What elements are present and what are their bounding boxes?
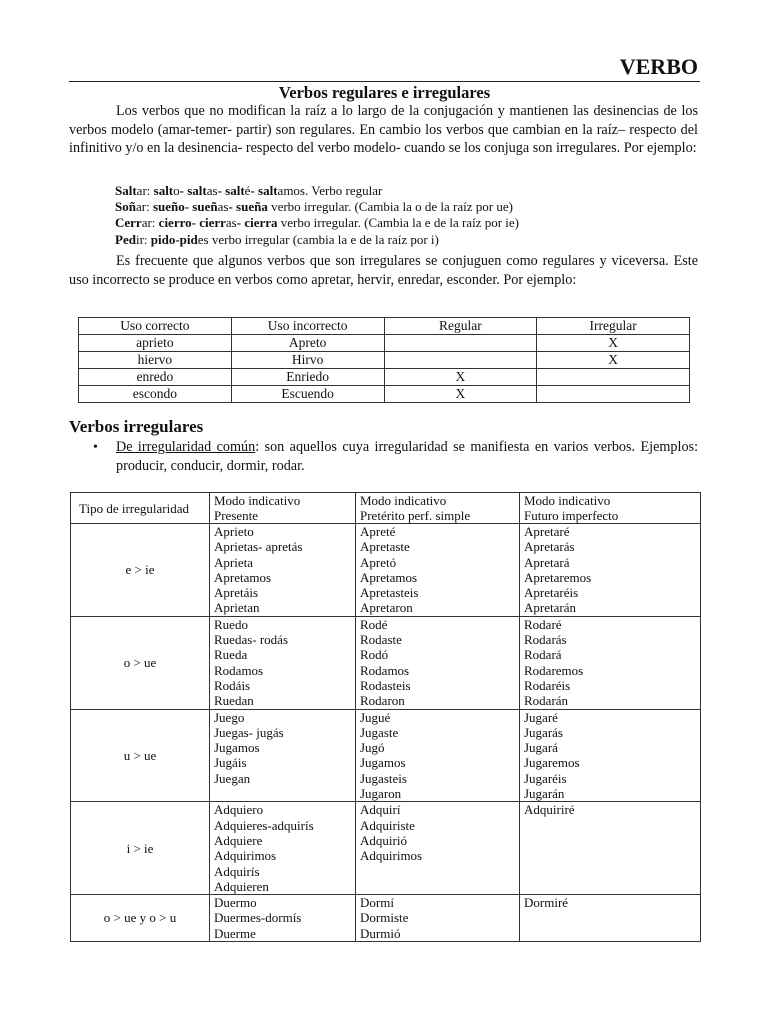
example-form-stem: - salt xyxy=(250,183,278,198)
example-verb-ending: ar: xyxy=(141,215,159,231)
conjugation-form: Apretarás xyxy=(524,539,575,555)
example-verb-ending: ar: xyxy=(136,183,154,198)
conjugation-presente xyxy=(210,709,356,802)
usage-cell: hiervo xyxy=(79,352,232,369)
conjugation-form: Aprieta xyxy=(214,554,253,570)
examples-list xyxy=(115,183,519,248)
usage-cell xyxy=(537,386,690,403)
usage-header-correct: Uso correcto xyxy=(79,318,232,335)
example-verb-stem: Cerr xyxy=(115,215,142,231)
irregularity-type: o > ue y o > u xyxy=(71,895,210,942)
conjugation-form: Rodamos xyxy=(214,662,264,678)
conjugation-futuro xyxy=(520,616,701,709)
conjugation-form: Durmió xyxy=(360,925,401,941)
conjugation-futuro xyxy=(520,709,701,802)
conjugation-form: Rodarán xyxy=(524,693,569,709)
conjugation-form: Jugué xyxy=(360,709,391,725)
example-form-stem: sueño- sueñ xyxy=(152,199,218,215)
usage-cell: Escuendo xyxy=(231,386,384,403)
conjugation-form: Apretaremos xyxy=(524,569,592,585)
conjugation-form: Apretamos xyxy=(214,569,272,585)
conjugation-form: Rodaréis xyxy=(524,677,571,693)
usage-row xyxy=(79,352,690,369)
example-form-stem: - salt xyxy=(217,183,245,198)
irregularity-type: o > ue xyxy=(71,616,210,709)
conjugation-form: Rodé xyxy=(360,616,388,632)
usage-cell xyxy=(384,335,537,352)
example-form-stem: - cierra xyxy=(236,215,278,231)
example-verb-ending: ar: xyxy=(135,199,153,215)
conjugation-form: Jugaron xyxy=(360,786,402,802)
conjugation-form: Jugaré xyxy=(524,709,558,725)
irregular-header-cell xyxy=(520,493,701,524)
usage-cell: escondo xyxy=(79,386,232,403)
conjugation-form: Rodaremos xyxy=(524,662,584,678)
example-line xyxy=(115,199,519,215)
conjugation-form: Jugaste xyxy=(360,724,399,740)
example-line xyxy=(115,215,519,231)
conjugation-form: Adquirimos xyxy=(360,848,423,864)
conjugation-form: Jugamos xyxy=(360,755,406,771)
usage-cell xyxy=(384,352,537,369)
conjugation-form: Ruedan xyxy=(214,693,254,709)
irregularity-type: u > ue xyxy=(71,709,210,802)
example-note: verbo irregular (cambia la e de la raíz por i) xyxy=(208,231,439,247)
conjugation-form: Aprietan xyxy=(214,600,260,616)
conjugation-form: Jugáis xyxy=(214,755,247,771)
irregular-header-line: Futuro imperfecto xyxy=(524,508,619,523)
usage-cell: X xyxy=(537,352,690,369)
conjugation-form: Jugará xyxy=(524,740,558,756)
example-verb-stem: Salt xyxy=(115,183,137,198)
bullet-label: De irregularidad común xyxy=(116,439,256,455)
irregular-header-line: Modo indicativo xyxy=(214,493,301,508)
conjugation-form: Adquieren xyxy=(214,878,269,894)
conjugation-form: Rueda xyxy=(214,647,248,663)
usage-row xyxy=(79,335,690,352)
irregular-header-cell xyxy=(210,493,356,524)
conjugation-form: Dormí xyxy=(360,895,394,911)
conjugation-form: Apretaron xyxy=(360,600,413,616)
irregularity-type: i > ie xyxy=(71,802,210,895)
conjugation-form: Juego xyxy=(214,709,245,725)
conjugation-preterito xyxy=(356,524,520,617)
conjugation-form: Adquirí xyxy=(360,802,401,818)
irregular-header-cell xyxy=(71,493,210,524)
conjugation-form: Rodaste xyxy=(360,632,402,648)
conjugation-form: Apretaste xyxy=(360,539,410,555)
usage-header-regular: Regular xyxy=(384,318,537,335)
conjugation-preterito xyxy=(356,616,520,709)
irregular-header-cell xyxy=(356,493,520,524)
conjugation-form: Aprietas- apretás xyxy=(214,539,303,555)
conjugation-form: Adquirís xyxy=(214,863,260,879)
example-form-stem: - salt xyxy=(179,183,207,198)
conjugation-form: Duerme xyxy=(214,925,256,941)
conjugation-form: Rodarás xyxy=(524,632,567,648)
conjugation-form: Rodaron xyxy=(360,693,405,709)
conjugation-form: Adquirió xyxy=(360,832,407,848)
conjugation-form: Adquirimos xyxy=(214,848,277,864)
example-note: verbo irregular. (Cambia la e de la raíz por ie) xyxy=(277,215,520,231)
example-form-stem: salt xyxy=(153,183,174,198)
example-note: . Verbo regular xyxy=(305,183,383,198)
irregular-row xyxy=(71,895,701,942)
conjugation-form: Rodó xyxy=(360,647,389,663)
example-form-ending: amos xyxy=(277,183,305,198)
usage-cell: enredo xyxy=(79,369,232,386)
example-verb-stem: Soñ xyxy=(115,199,136,215)
irregular-header-line: Tipo de irregularidad xyxy=(79,500,189,516)
conjugation-form: Apretasteis xyxy=(360,585,419,601)
conjugation-form: Adquieres-adquirís xyxy=(214,817,314,833)
conjugation-form: Jugó xyxy=(360,740,385,756)
usage-header-irregular: Irregular xyxy=(537,318,690,335)
bullet-body: : son aquellos cuya irregularidad se manifiesta en varios verbos. Ejemplos: producir, conducir, dormir, rodar. xyxy=(116,439,699,474)
second-paragraph: Es frecuente que algunos verbos que son irregulares se conjuguen como regulares y viceversa. Este uso incorrecto se produce en verbos como apretar, hervir, enredar, esconder. Por ejemplo: xyxy=(69,253,698,288)
conjugation-form: Rodamos xyxy=(360,662,410,678)
conjugation-form: Duermes-dormís xyxy=(214,910,302,926)
usage-header-incorrect: Uso incorrecto xyxy=(231,318,384,335)
irregular-row xyxy=(71,616,701,709)
usage-row xyxy=(79,386,690,403)
usage-table xyxy=(78,317,690,403)
conjugation-presente xyxy=(210,802,356,895)
conjugation-form: Apretáis xyxy=(214,585,259,601)
usage-cell: X xyxy=(384,386,537,403)
conjugation-form: Jugarás xyxy=(524,724,563,740)
example-form-stem: cierro- cierr xyxy=(158,215,226,231)
conjugation-form: Juegas- jugás xyxy=(214,724,284,740)
intro-paragraph: Los verbos que no modifican la raíz a lo largo de la conjugación y mantienen las desinencias de los verbos modelo (amar-temer- partir) son regulares. En cambio los verbos que cambian en la raíz– respecto del infinitivo y/o en la desinencia- respecto del verbo modelo- cuando se los conjuga son irregulares. Por ejemplo: xyxy=(69,103,698,156)
header-title: VERBO xyxy=(619,54,698,79)
conjugation-futuro xyxy=(520,524,701,617)
example-form-ending: o xyxy=(173,183,180,198)
conjugation-form: Apretó xyxy=(360,554,397,570)
usage-cell xyxy=(537,369,690,386)
conjugation-form: Apreté xyxy=(360,524,396,539)
conjugation-form: Dormiste xyxy=(360,910,409,926)
irregularity-type: e > ie xyxy=(71,524,210,617)
conjugation-futuro xyxy=(520,802,701,895)
conjugation-presente xyxy=(210,616,356,709)
header-rule xyxy=(69,81,700,82)
usage-cell: aprieto xyxy=(79,335,232,352)
irregular-header-line: Presente xyxy=(214,508,259,523)
conjugation-form: Apretarán xyxy=(524,600,576,616)
conjugation-form: Rodará xyxy=(524,647,562,663)
example-verb-ending: ir: xyxy=(135,231,151,247)
section-heading: Verbos irregulares xyxy=(69,417,204,436)
conjugation-form: Rodaré xyxy=(524,616,562,632)
conjugation-form: Rodáis xyxy=(214,677,251,693)
usage-cell: X xyxy=(384,369,537,386)
conjugation-form: Ruedo xyxy=(214,616,248,632)
example-form-stem: - sueña xyxy=(228,199,268,215)
example-form-ending: as xyxy=(225,215,237,231)
conjugation-form: Adquiriste xyxy=(360,817,415,833)
conjugation-preterito xyxy=(356,709,520,802)
usage-cell: Enriedo xyxy=(231,369,384,386)
conjugation-presente xyxy=(210,895,356,942)
conjugation-form: Jugarán xyxy=(524,786,565,802)
example-note: verbo irregular. (Cambia la o de la raíz por ue) xyxy=(267,199,513,215)
conjugation-form: Rodasteis xyxy=(360,677,411,693)
example-form-ending: as xyxy=(217,199,229,215)
irregular-row xyxy=(71,524,701,617)
conjugation-preterito xyxy=(356,802,520,895)
conjugation-form: Aprieto xyxy=(214,524,254,539)
conjugation-form: Apretamos xyxy=(360,569,418,585)
irregular-header-line: Pretérito perf. simple xyxy=(360,508,471,523)
conjugation-form: Jugaremos xyxy=(524,755,580,771)
doc-title: Verbos regulares e irregulares xyxy=(278,83,491,102)
example-form-ending: é xyxy=(244,183,251,198)
conjugation-form: Ruedas- rodás xyxy=(214,632,289,648)
example-line xyxy=(115,232,519,248)
irregular-verbs-table xyxy=(70,492,701,942)
conjugation-form: Apretaré xyxy=(524,524,570,539)
conjugation-form: Adquiriré xyxy=(524,802,575,818)
example-line xyxy=(115,183,519,199)
conjugation-form: Jugasteis xyxy=(360,770,407,786)
conjugation-form: Apretaréis xyxy=(524,585,579,601)
example-form-stem: pido-pid xyxy=(150,231,198,247)
usage-cell: Apreto xyxy=(231,335,384,352)
irregular-header-line: Modo indicativo xyxy=(360,493,447,508)
conjugation-form: Duermo xyxy=(214,895,257,911)
conjugation-form: Apretará xyxy=(524,554,570,570)
conjugation-presente xyxy=(210,524,356,617)
example-verb-stem: Ped xyxy=(115,231,136,247)
conjugation-form: Adquiero xyxy=(214,802,264,818)
conjugation-preterito xyxy=(356,895,520,942)
example-form-ending: es xyxy=(197,231,209,247)
bullet-paragraph xyxy=(116,438,698,475)
bullet-dot: • xyxy=(93,440,98,455)
irregular-header-line: Modo indicativo xyxy=(524,493,611,508)
usage-cell: X xyxy=(537,335,690,352)
irregular-row xyxy=(71,709,701,802)
usage-cell: Hirvo xyxy=(231,352,384,369)
conjugation-form: Dormiré xyxy=(524,895,569,911)
conjugation-form: Jugaréis xyxy=(524,770,567,786)
irregular-row xyxy=(71,802,701,895)
example-form-ending: as xyxy=(206,183,218,198)
conjugation-form: Jugamos xyxy=(214,740,260,756)
usage-row xyxy=(79,369,690,386)
conjugation-futuro xyxy=(520,895,701,942)
conjugation-form: Juegan xyxy=(214,770,251,786)
conjugation-form: Adquiere xyxy=(214,832,263,848)
